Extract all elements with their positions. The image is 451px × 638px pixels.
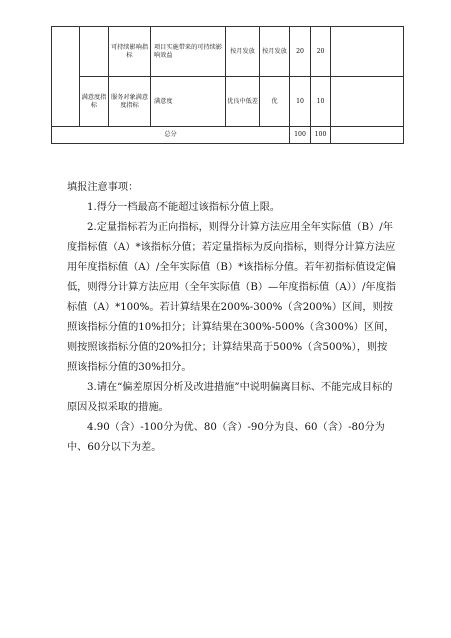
table-row xyxy=(52,77,404,127)
notes-title: 填报注意事项： xyxy=(67,182,139,193)
note-item-2: 2.定量指标若为正向指标，则得分计算方法应用全年实际值（B）/年度指标值（A）*该指标分值；若定量指标为反向指标，则得分计算方法应用年度指标值（A）/全年实际值（B）*该指标分值。若年初指标值设定偏低，则得分计算方法应用（全年实际值（B）—年度指标值（A））/年度指标值（A）*100%。若计算结果在200%-300%（含200%）区间，则按照该指标分值的10%扣分；计算结果在300%-500%（含300%）区间，则按照该指标分值的20%扣分；计算结果高于500%（含500%），则按照该指标分值的30%扣分。 xyxy=(67,222,396,373)
notes-section xyxy=(67,178,397,458)
note-item-3: 3.请在“偏差原因分析及改进措施”中说明偏离目标、不能完成目标的原因及拟采取的措施。 xyxy=(67,382,393,413)
description-cell: 满意度 xyxy=(151,77,226,127)
deviation-cell xyxy=(331,27,404,77)
total-label-cell: 总分 xyxy=(52,127,290,144)
score-cell: 10 xyxy=(311,77,331,127)
weight-cell: 10 xyxy=(290,77,311,127)
total-row xyxy=(52,127,404,144)
total-weight-cell: 100 xyxy=(290,127,311,144)
deviation-cell xyxy=(331,77,404,127)
table-cell xyxy=(52,27,80,127)
note-item-4: 4.90（含）-100分为优、80（含）-90分为良、60（含）-80分为中、60分以下为差。 xyxy=(67,422,385,453)
note-item-1: 1.得分一档最高不能超过该指标分值上限。 xyxy=(87,202,281,213)
table-row xyxy=(52,27,404,77)
target-cell: 优 xyxy=(260,77,290,127)
description-cell: 项目实施带来的可持续影响效益 xyxy=(151,27,226,77)
method-cell: 优良中低差 xyxy=(226,77,260,127)
table-cell xyxy=(80,27,109,77)
method-cell: 按月发放 xyxy=(226,27,260,77)
indicator-cell: 可持续影响指标 xyxy=(109,27,151,77)
weight-cell: 20 xyxy=(290,27,311,77)
total-deviation-cell xyxy=(331,127,404,144)
target-cell: 按月发放 xyxy=(260,27,290,77)
performance-table xyxy=(51,26,404,144)
score-cell: 20 xyxy=(311,27,331,77)
indicator-cell: 服务对象满意度指标 xyxy=(109,77,151,127)
total-score-cell: 100 xyxy=(311,127,331,144)
category-cell: 满意度指标 xyxy=(80,77,109,127)
